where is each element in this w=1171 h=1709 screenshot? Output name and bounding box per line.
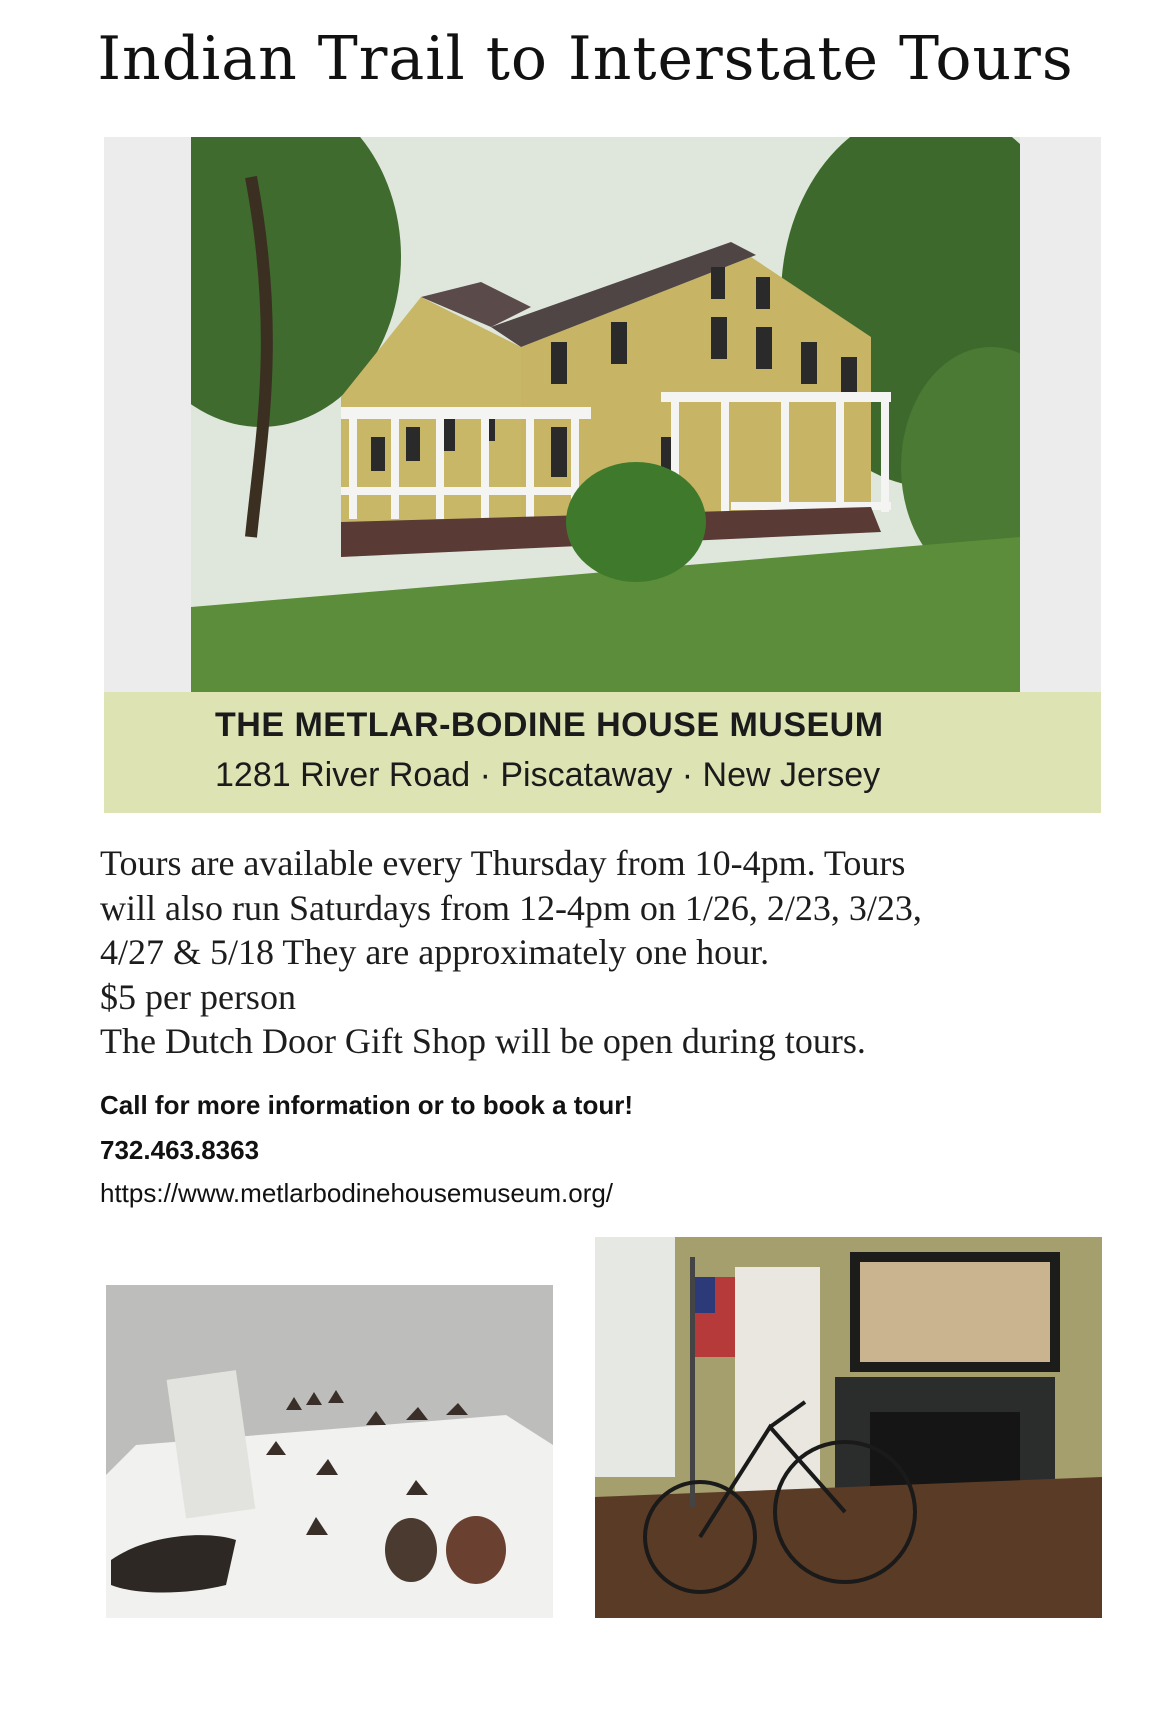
gift-shop-line: The Dutch Door Gift Shop will be open during tours. [100, 1021, 866, 1061]
contact-block [100, 1090, 633, 1209]
museum-address: 1281 River Road · Piscataway · New Jersey [215, 756, 881, 794]
house-photo [191, 137, 1020, 692]
artifact-illustration [106, 1285, 553, 1618]
tour-details [100, 841, 1100, 1064]
artifact-display-photo [106, 1285, 553, 1618]
house-illustration [191, 137, 1020, 692]
tour-line: 4/27 & 5/18 They are approximately one hour. [100, 932, 770, 972]
tour-line: will also run Saturdays from 12-4pm on 1/26, 2/23, 3/23, [100, 887, 922, 928]
website-link[interactable]: https://www.metlarbodinehousemuseum.org/ [100, 1178, 614, 1208]
call-to-action: Call for more information or to book a tour! [100, 1090, 633, 1120]
museum-name: THE METLAR-BODINE HOUSE MUSEUM [215, 706, 884, 744]
parlor-illustration [595, 1237, 1102, 1618]
phone-number[interactable]: 732.463.8363 [100, 1135, 260, 1165]
parlor-bicycle-photo [595, 1237, 1102, 1618]
flyer-title: Indian Trail to Interstate Tours [97, 24, 1074, 94]
tour-line: Tours are available every Thursday from 10-4pm. Tours [100, 843, 906, 883]
price-line: $5 per person [100, 976, 296, 1017]
museum-banner [104, 692, 1101, 813]
